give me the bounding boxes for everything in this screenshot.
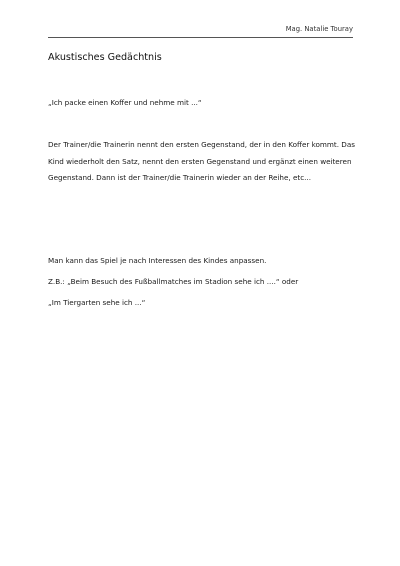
instructions-paragraph: Der Trainer/die Trainerin nennt den ersten Gegenstand, der in den Koffer kommt. Das Kind wiederholt den Satz, nennt den ersten Gegenstand und ergänzt einen weiteren Gegenstand. Dann ist der Trainer/die Trainerin wieder an der Reihe, etc... [48,140,355,182]
example-line-1: Z.B.: „Beim Besuch des Fußballmatches im Stadion sehe ich ....“ oder [48,277,299,286]
page-header [48,25,353,38]
example-line-2: „Im Tiergarten sehe ich ...“ [48,298,146,307]
adaptation-paragraph: Man kann das Spiel je nach Interessen des Kindes anpassen. [48,256,267,265]
game-quote: „Ich packe einen Koffer und nehme mit ...“ [48,98,202,107]
header-author: Mag. Natalie Touray [285,25,353,33]
document-title: Akustisches Gedächtnis [48,52,162,63]
